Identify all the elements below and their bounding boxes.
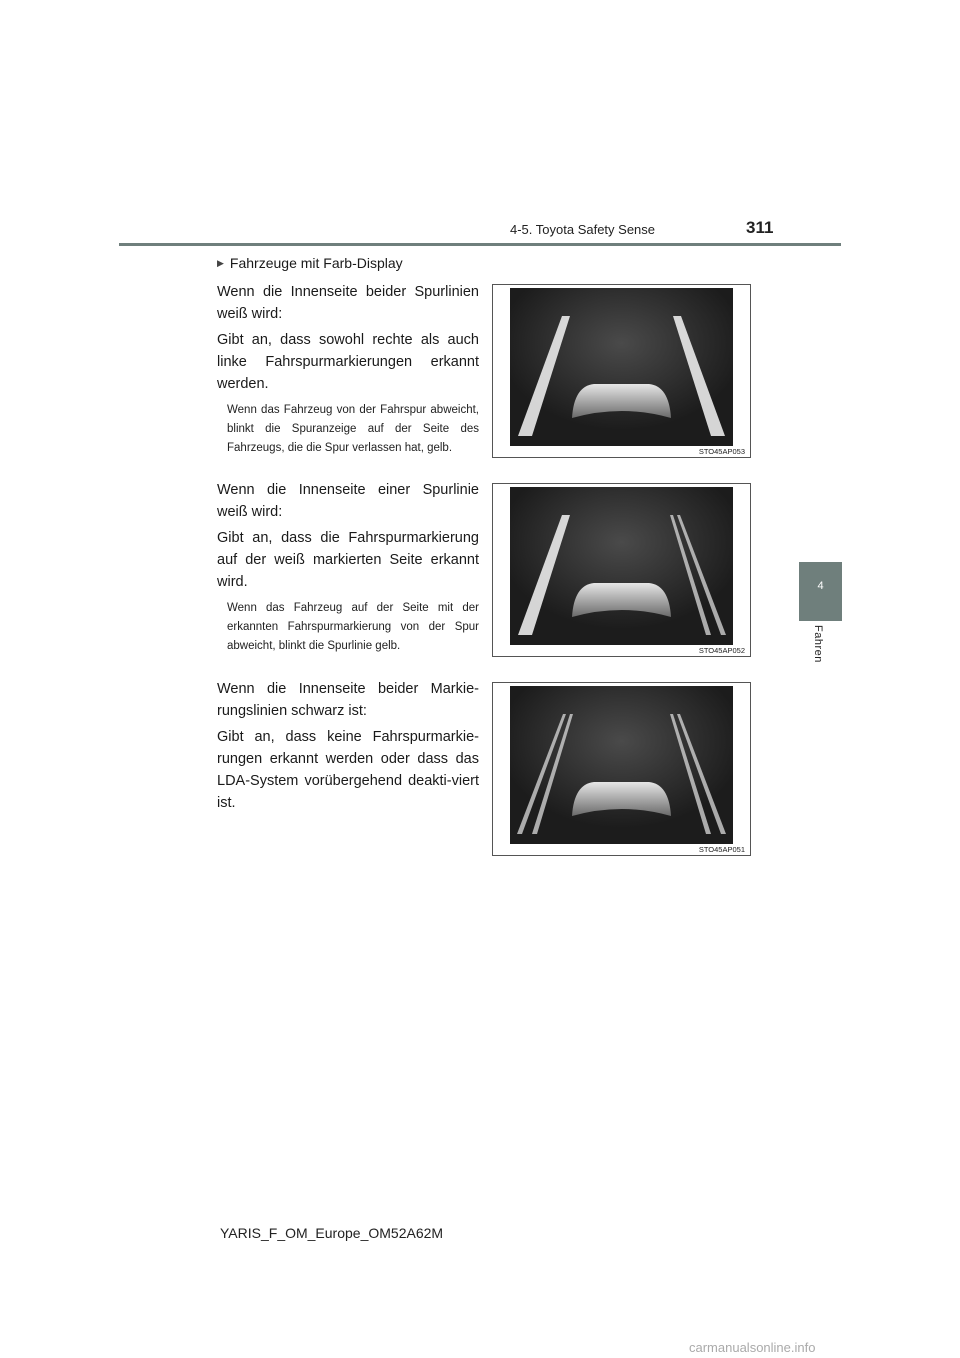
block2-body: Gibt an, dass die Fahrspurmarkierung auf der weiß markierten Seite erkannt wird. <box>217 530 479 590</box>
text-block-3 <box>217 678 479 814</box>
block1-note: Wenn das Fahrzeug von der Fahrspur abweicht, blinkt die Spuranzeige auf der Seite des Fahrzeugs, die die Spur verlassen hat, gelb. <box>227 404 479 454</box>
page-number: 311 <box>746 218 774 237</box>
lane-display-image <box>510 288 733 446</box>
block1-heading: Wenn die Innenseite beider Spurlinien weiß wird: <box>217 284 479 322</box>
header-divider <box>119 243 841 246</box>
text-block-1 <box>217 281 479 458</box>
section-title: 4-5. Toyota Safety Sense <box>510 222 656 237</box>
figure-both-lines-detected <box>492 284 751 458</box>
figure-code: STO45AP053 <box>698 447 745 456</box>
block2-note: Wenn das Fahrzeug auf der Seite mit der erkannten Fahrspurmarkierung von der Spur abweicht, blinkt die Spurlinie gelb. <box>227 602 479 652</box>
text-block-2 <box>217 479 479 656</box>
block2-heading: Wenn die Innenseite einer Spurlinie weiß wird: <box>217 482 479 520</box>
lane-display-image <box>510 487 733 645</box>
triangle-bullet-icon: ▶ <box>217 258 224 268</box>
lane-display-image <box>510 686 733 844</box>
figure-no-lines-detected <box>492 682 751 856</box>
figure-code: STO45AP051 <box>698 845 745 854</box>
chapter-label: Fahren <box>812 625 824 663</box>
bullet-text: Fahrzeuge mit Farb-Display <box>229 255 403 271</box>
block3-heading: Wenn die Innenseite beider Markie-rungslinien schwarz ist: <box>217 681 479 719</box>
block1-body: Gibt an, dass sowohl rechte als auch linke Fahrspurmarkierungen erkannt werden. <box>217 332 479 392</box>
bullet-item <box>217 253 479 273</box>
figure-one-line-detected <box>492 483 751 657</box>
document-footer: YARIS_F_OM_Europe_OM52A62M <box>220 1225 444 1241</box>
watermark: carmanualsonline.info <box>689 1340 816 1355</box>
chapter-tab <box>799 562 842 621</box>
block3-body: Gibt an, dass keine Fahrspurmarkie-rungen erkannt werden oder dass das LDA-System vorübergehend deakti-viert ist. <box>217 729 479 811</box>
chapter-number: 4 <box>817 580 824 592</box>
figure-code: STO45AP052 <box>698 646 745 655</box>
